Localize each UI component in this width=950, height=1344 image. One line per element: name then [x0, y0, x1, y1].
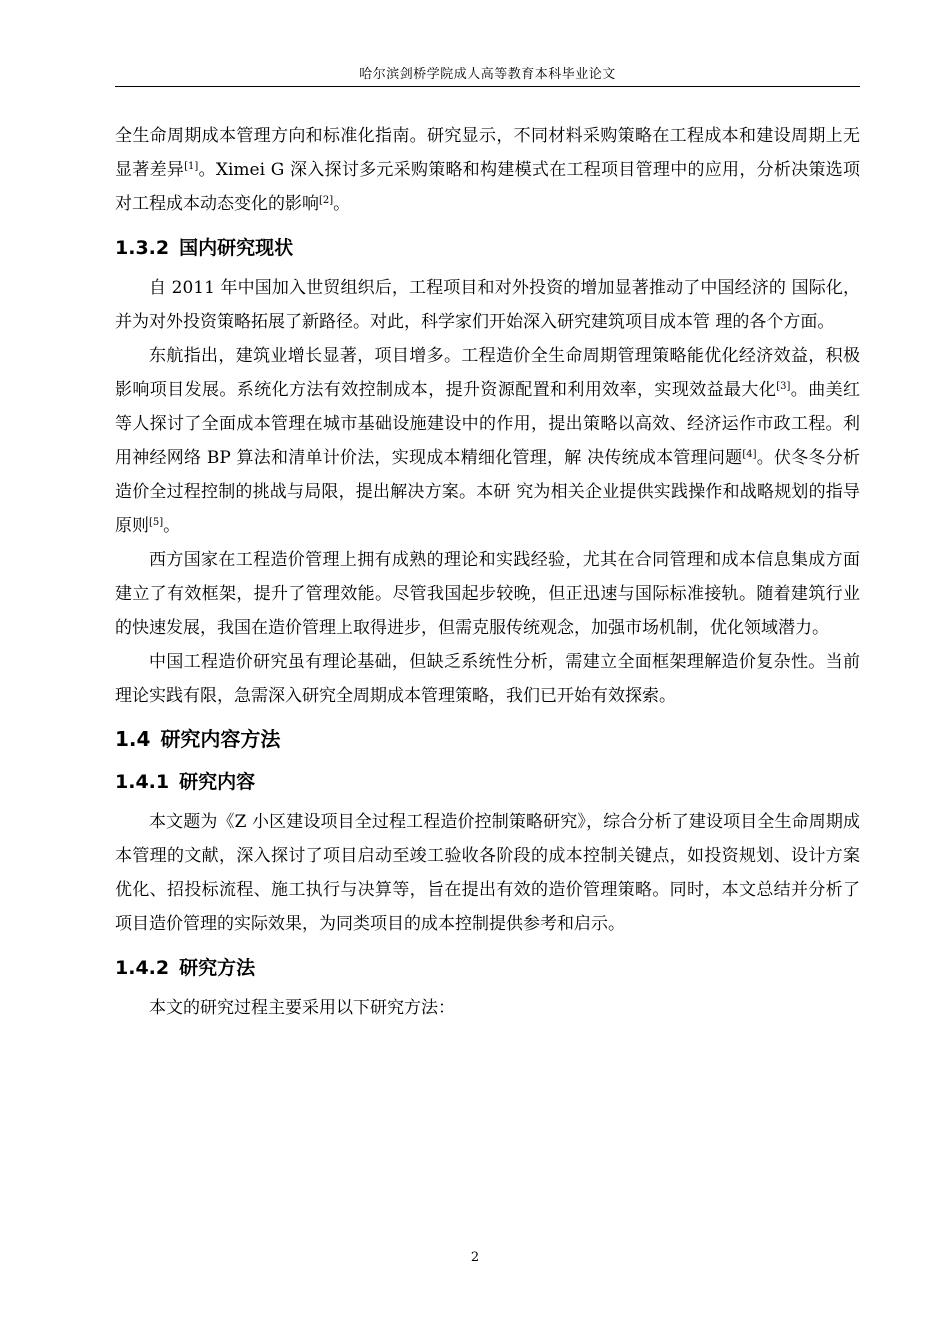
text-run: 。曲美红等人探讨了全面成本管理在城市基础设施建设中的作用，提出策略以高效、经济运作市政工程。利用神经网络 BP 算法和清单计价法，实现成本精细化管理，解 决传统成本管理问题 [115, 380, 861, 468]
text-run: 。 [163, 516, 181, 536]
paragraph-research-methods: 本文的研究过程主要采用以下研究方法： [149, 998, 455, 1018]
citation-ref: [2] [319, 195, 334, 206]
heading-text: 国内研究现状 [179, 237, 294, 259]
page-header-title: 哈尔滨剑桥学院成人高等教育本科毕业论文 [359, 67, 616, 82]
heading-1-4 [115, 723, 860, 755]
citation-ref: [1] [184, 161, 199, 172]
heading-1-4-1 [115, 767, 860, 797]
heading-text: 研究方法 [179, 957, 256, 979]
heading-number: 1.3.2 [115, 237, 170, 259]
header-rule [115, 86, 860, 87]
paragraph-domestic-review [115, 339, 860, 543]
paragraph-intro-continued [115, 119, 860, 221]
paragraph-research-content: 本文题为《Z 小区建设项目全过程工程造价控制策略研究》，综合分析了建设项目全生命周期成本管理的文献，深入探讨了项目启动至竣工验收各阶段的成本控制关键点，如投资规划、设计方案优化、招投标流程、施工执行与决算等，旨在提出有效的造价管理策略。同时，本文总结并分析了项目造价管理的实际效果，为同类项目的成本控制提供参考和启示。 [115, 812, 860, 934]
heading-number: 1.4.2 [115, 957, 170, 979]
paragraph-western: 西方国家在工程造价管理上拥有成熟的理论和实践经验，尤其在合同管理和成本信息集成方面建立了有效框架，提升了管理效能。尽管我国起步较晚，但正迅速与国际标准接轨。随着建筑行业的快速发展，我国在造价管理上取得进步，但需克服传统观念，加强市场机制，优化领域潜力。 [115, 550, 860, 638]
citation-ref: [5] [149, 517, 164, 528]
document-body [115, 119, 860, 1025]
heading-1-4-2 [115, 953, 860, 983]
text-run: 全生命周期成本管理方向和标准化指南。研究显示，不同材料采购策略在工程成本和建设周期上无显著差异 [115, 126, 860, 180]
heading-number: 1.4 [115, 727, 151, 751]
text-run: 东航指出，建筑业增长显著，项目增多。工程造价全生命周期管理策略能优化经济效益，积极影响项目发展。系统化方法有效控制成本，提升资源配置和利用效率，实现效益最大化 [115, 346, 860, 400]
citation-ref: [3] [776, 381, 791, 392]
heading-text: 研究内容方法 [160, 727, 281, 751]
text-run: 。Ximei G 深入探讨多元采购策略和构建模式在工程项目管理中的应用，分析决策选项对工程成本动态变化的影响 [115, 160, 861, 214]
page-number: 2 [470, 1250, 480, 1265]
text-run: 。伏冬冬分析造价全过程控制的挑战与局限，提出解决方案。本研 究为相关企业提供实践操作和战略规划的指导原则 [115, 448, 860, 536]
paragraph-china-research: 中国工程造价研究虽有理论基础，但缺乏系统性分析，需建立全面框架理解造价复杂性。当前理论实践有限，急需深入研究全周期成本管理策略，我们已开始有效探索。 [115, 652, 860, 706]
text-run: 。 [333, 194, 351, 214]
heading-number: 1.4.1 [115, 771, 170, 793]
heading-1-3-2 [115, 233, 860, 263]
citation-ref: [4] [742, 449, 757, 460]
heading-text: 研究内容 [179, 771, 256, 793]
paragraph-wto: 自 2011 年中国加入世贸组织后，工程项目和对外投资的增加显著推动了中国经济的 国际化，并为对外投资策略拓展了新路径。对此，科学家们开始深入研究建筑项目成本管 理的各个方面。 [115, 278, 860, 332]
